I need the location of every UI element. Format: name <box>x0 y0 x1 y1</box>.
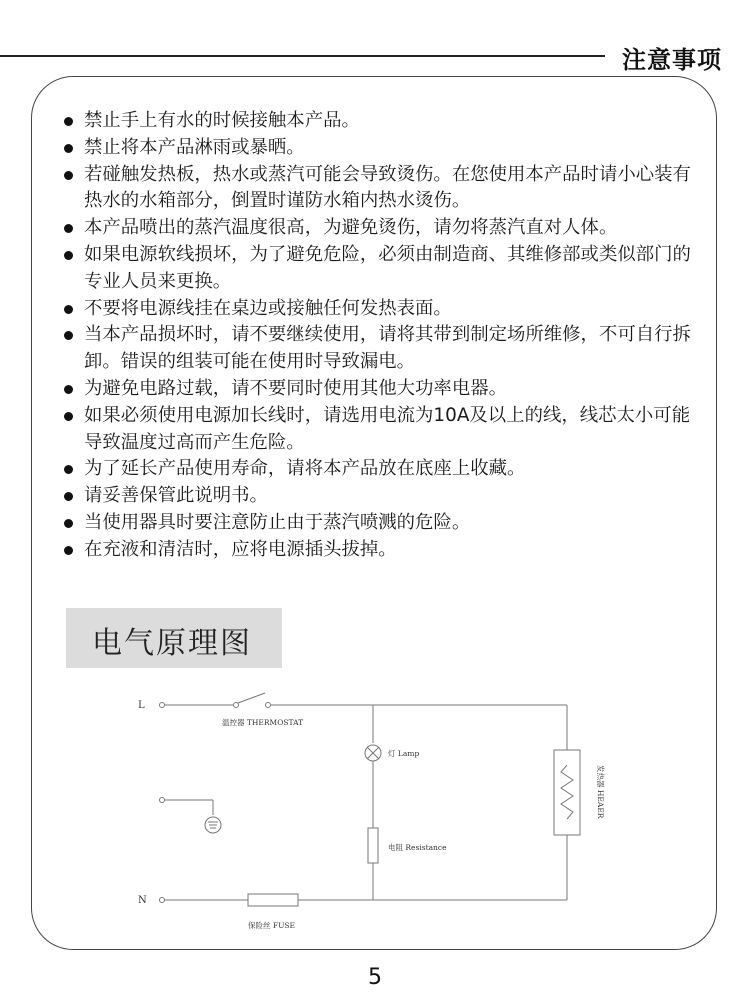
terminal-l <box>160 703 165 708</box>
list-item <box>62 510 692 537</box>
thermostat-switch <box>238 693 265 703</box>
thermostat-contact <box>234 703 239 708</box>
section-title: 电气原理图 <box>92 626 252 661</box>
bullet-icon <box>64 412 73 421</box>
list-item <box>62 456 692 483</box>
list-item-text: 本产品喷出的蒸汽温度很高，为避免烫伤，请勿将蒸汽直对人体。 <box>84 217 618 239</box>
lamp-label: 灯 Lamp <box>388 749 420 758</box>
list-item <box>62 242 692 296</box>
resistance-label: 电阻 Resistance <box>388 843 447 852</box>
bullet-icon <box>64 251 73 260</box>
thermostat-label: 温控器 THERMOSTAT <box>222 718 304 727</box>
bullet-icon <box>64 465 73 474</box>
list-item-text: 如果电源软线损坏，为了避免危险，必须由制造商、其维修部或类似部门的专业人员来更换。 <box>84 243 691 292</box>
list-item <box>62 135 692 162</box>
list-item-text: 当使用器具时要注意防止由于蒸汽喷溅的危险。 <box>84 511 471 533</box>
list-item-text: 禁止将本产品淋雨或暴晒。 <box>84 136 305 158</box>
heater-label: 发热器 HEAER <box>596 765 605 819</box>
thermostat-contact <box>266 703 271 708</box>
header-rule <box>0 55 605 57</box>
bullet-icon <box>64 331 73 340</box>
list-item-text: 在充液和清洁时，应将电源插头拔掉。 <box>84 538 397 560</box>
list-item-text: 若碰触发热板，热水或蒸汽可能会导致烫伤。在您使用本产品时请小心装有热水的水箱部分，倒置时谨防水箱内热水烫伤。 <box>84 163 691 212</box>
list-item-text: 如果必须使用电源加长线时，请选用电流为10A及以上的线，线芯太小可能导致温度过高而产生危险。 <box>84 404 691 453</box>
bullet-icon <box>64 305 73 314</box>
list-item <box>62 162 692 216</box>
bullet-icon <box>64 117 73 126</box>
list-item <box>62 108 692 135</box>
resistor-symbol <box>368 828 378 863</box>
list-item <box>62 322 692 376</box>
terminal-ground <box>160 798 165 803</box>
list-item <box>62 483 692 510</box>
list-item-text: 不要将电源线挂在桌边或接触任何发热表面。 <box>84 297 452 319</box>
bullet-icon <box>64 171 73 180</box>
circuit-diagram <box>120 685 605 940</box>
heater-coil <box>561 765 573 819</box>
list-item-text: 为避免电路过载，请不要同时使用其他大功率电器。 <box>84 377 507 399</box>
bullet-icon <box>64 385 73 394</box>
page-number: 5 <box>368 965 382 990</box>
precautions-list <box>62 108 692 564</box>
list-item <box>62 403 692 457</box>
list-item-text: 禁止手上有水的时候接触本产品。 <box>84 110 360 131</box>
list-item <box>62 376 692 403</box>
label-l: L <box>138 700 145 711</box>
bullet-icon <box>64 224 73 233</box>
page-heading: 注意事项 <box>622 46 722 74</box>
list-item-text: 当本产品损坏时，请不要继续使用，请将其带到制定场所维修，不可自行拆卸。错误的组装可能在使用时导致漏电。 <box>84 324 691 373</box>
bullet-icon <box>64 492 73 501</box>
bullet-icon <box>64 144 73 153</box>
bullet-icon <box>64 546 73 555</box>
list-item-text: 请妥善保管此说明书。 <box>84 485 268 507</box>
label-n: N <box>138 895 147 906</box>
fuse-symbol <box>248 894 298 906</box>
list-item <box>62 537 692 564</box>
list-item-text: 为了延长产品使用寿命，请将本产品放在底座上收藏。 <box>84 458 526 480</box>
list-item <box>62 215 692 242</box>
bullet-icon <box>64 519 73 528</box>
section-header <box>66 608 282 668</box>
fuse-label: 保险丝 FUSE <box>248 921 296 930</box>
list-item <box>62 296 692 323</box>
terminal-n <box>160 898 165 903</box>
